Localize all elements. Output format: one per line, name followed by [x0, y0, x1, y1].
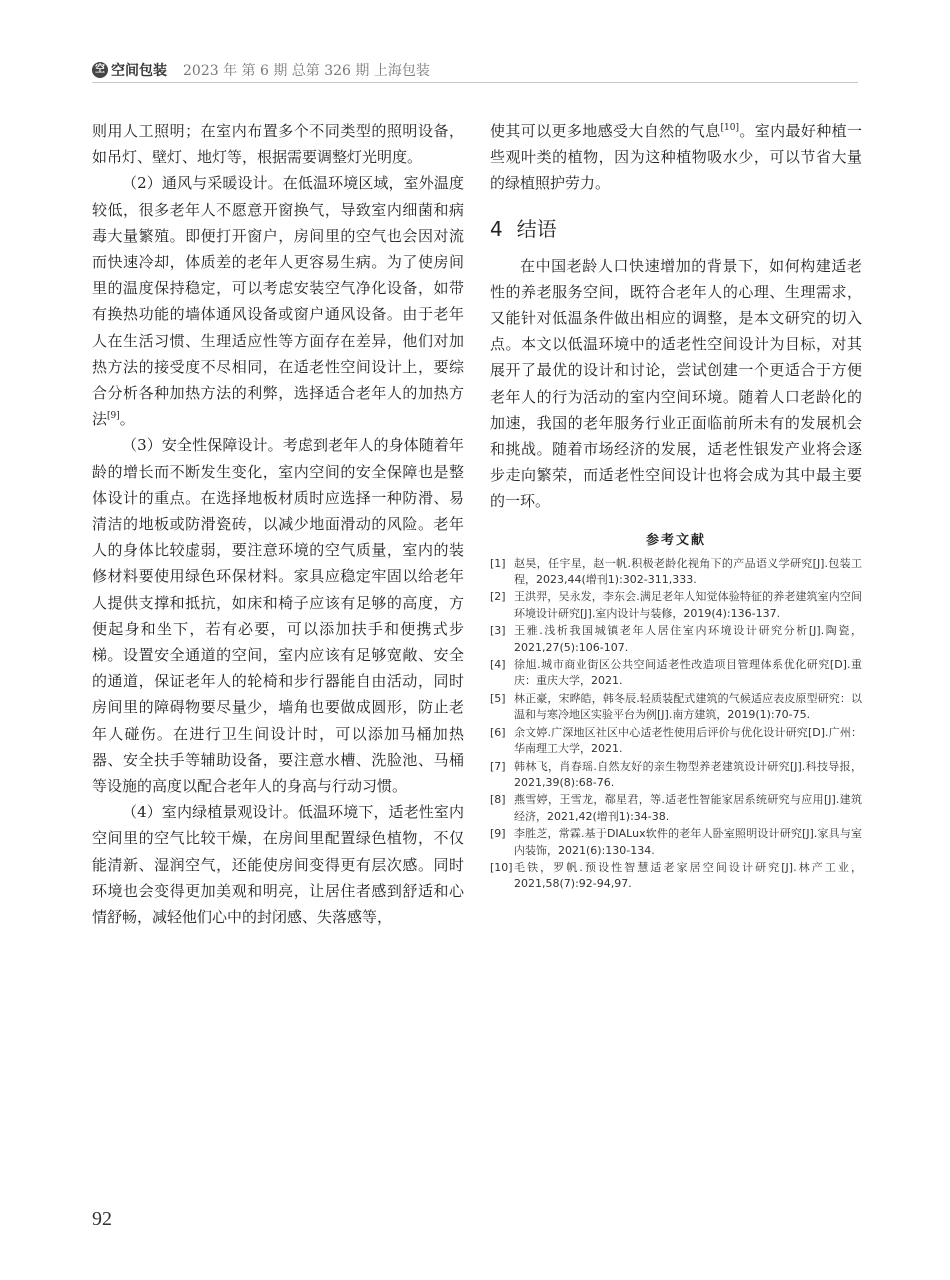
issue-info: 2023 年 第 6 期 总第 326 期 上海包装: [183, 63, 430, 79]
reference-item: [9] 李胜芝，常霖.基于DIALux软件的老年人卧室照明设计研究[J].家具与室内装饰，2021(6):130-134.: [490, 827, 862, 857]
section-title: 结语: [516, 216, 557, 241]
reference-item: [2] 王洪羿，吴永发，李东会.满足老年人知觉体验特征的养老建筑室内空间环境设计研究[J].室内设计与装修，2019(4):136-137.: [490, 590, 862, 620]
reference-item: [10] 毛铁，罗帆.预设性智慧适老家居空间设计研究[J].林产工业，2021,58(7):92-94,97.: [490, 860, 862, 891]
citation-9: [9]: [107, 411, 120, 422]
section-heading-conclusion: [490, 215, 862, 243]
running-header: [92, 58, 858, 83]
reference-item: [3] 王雅.浅析我国城镇老年人居住室内环境设计研究分析[J].陶瓷，2021,27(5):106-107.: [490, 624, 862, 654]
citation-10: [10]: [720, 123, 740, 133]
reference-item: [1] 赵昊，任宇星，赵一帆.积极老龄化视角下的产品语义学研究[J].包装工程，2023,44(增刊1):302-311,333.: [490, 556, 862, 587]
reference-item: [8] 燕雪婷，王雪龙，郗星君，等.适老性智能家居系统研究与应用[J].建筑经济，2021,42(增刊1):34-38.: [490, 793, 862, 823]
journal-logo-icon: 空: [92, 62, 108, 78]
reference-item: [7] 韩林飞，肖春瑶.自然友好的亲生物型养老建筑设计研究[J].科技导报，2021,39(8):68-76.: [490, 759, 862, 789]
reference-item: [5] 林正豪，宋晔皓，韩冬辰.轻质装配式建筑的气候适应表皮原型研究：以温和与寒冷地区实验平台为例[J].南方建筑，2019(1):70-75.: [490, 691, 862, 722]
section-number: 4: [490, 216, 503, 241]
references-title: 参考文献: [645, 532, 706, 548]
paragraph-greenery-continued: 使其可以更多地感受大自然的气息[10]。室内最好种植一些观叶类的植物，因为这种植物吸水少，可以节省大量的绿植照护劳力。: [490, 122, 862, 193]
left-column: [92, 118, 464, 930]
references-list: [490, 556, 862, 893]
right-column: [490, 118, 862, 894]
paragraph-ventilation: （2）通风与采暖设计。在低温环境区域，室外温度较低，很多老年人不愿意开窗换气，导致室内细菌和病毒大量繁殖。即便打开窗户，房间里的空气也会因对流而快速冷却，体质差的老年人更容易生病。为了使房间里的温度保持稳定，可以考虑安装空气净化设备，如带有换热功能的墙体通风设备或窗户通风设备。由于老年人在生活习惯、生理适应性等方面存在差异，他们对加热方法的接受度不尽相同，在适老性空间设计上，要综合分析各种加热方法的利弊，选择适合老年人的加热方法[9]。: [92, 174, 464, 429]
journal-name: [92, 60, 167, 80]
paragraph-conclusion: 在中国老龄人口快速增加的背景下，如何构建适老性的养老服务空间，既符合老年人的心理、生理需求，又能针对低温条件做出相应的调整，是本文研究的切入点。本文以低温环境中的适老性空间设计为目标，对其展开了最优的设计和讨论，尝试创建一个更适合于方便老年人的行为活动的室内空间环境。随着人口老龄化的加速，我国的老年服务行业正面临前所未有的发展机会和挑战。随着市场经济的发展，适老性银发产业将会逐步走向繁荣，而适老性空间设计也将会成为其中最主要的一环。: [490, 256, 862, 511]
page-number: 92: [92, 1208, 112, 1230]
reference-item: [6] 余文婷.广深地区社区中心适老性使用后评价与优化设计研究[D].广州：华南理工大学，2021.: [490, 725, 862, 756]
paragraph-safety: （3）安全性保障设计。考虑到老年人的身体随着年龄的增长而不断发生变化，室内空间的安全保障也是整体设计的重点。在选择地板材质时应选择一种防滑、易清洁的地板或防滑瓷砖，以减少地面滑动的风险。老年人的身体比较虚弱，要注意环境的空气质量，室内的装修材料要使用绿色环保材料。家具应稳定牢固以给老年人提供支撑和抵抗，如床和椅子应该有足够的高度，方便起身和坐下，若有必要，可以添加扶手和便携式步梯。设置安全通道的空间，室内应该有足够宽敞、安全的通道，保证老年人的轮椅和步行器能自由活动，同时房间里的障碍物要尽量少，墙角也要做成圆形，防止老年人碰伤。在进行卫生间设计时，可以添加马桶加热器、安全扶手等辅助设备，要注意水槽、洗脸池、马桶等设施的高度以配合老年人的身高与行动习惯。: [92, 436, 464, 796]
paragraph-greenery: （4）室内绿植景观设计。低温环境下，适老性室内空间里的空气比较干燥，在房间里配置绿色植物，不仅能清新、湿润空气，还能使房间变得更有层次感。同时环境也会变得更加美观和明亮，让居住者感到舒适和心情舒畅，减轻他们心中的封闭感、失落感等，: [92, 803, 464, 927]
paragraph-lighting-end: 则用人工照明；在室内布置多个不同类型的照明设备，如吊灯、壁灯、地灯等，根据需要调整灯光明度。: [92, 122, 464, 167]
journal-title: 空间包装: [111, 63, 167, 79]
reference-item: [4] 徐旭.城市商业街区公共空间适老性改造项目管理体系优化研究[D].重庆：重庆大学，2021.: [490, 658, 862, 688]
